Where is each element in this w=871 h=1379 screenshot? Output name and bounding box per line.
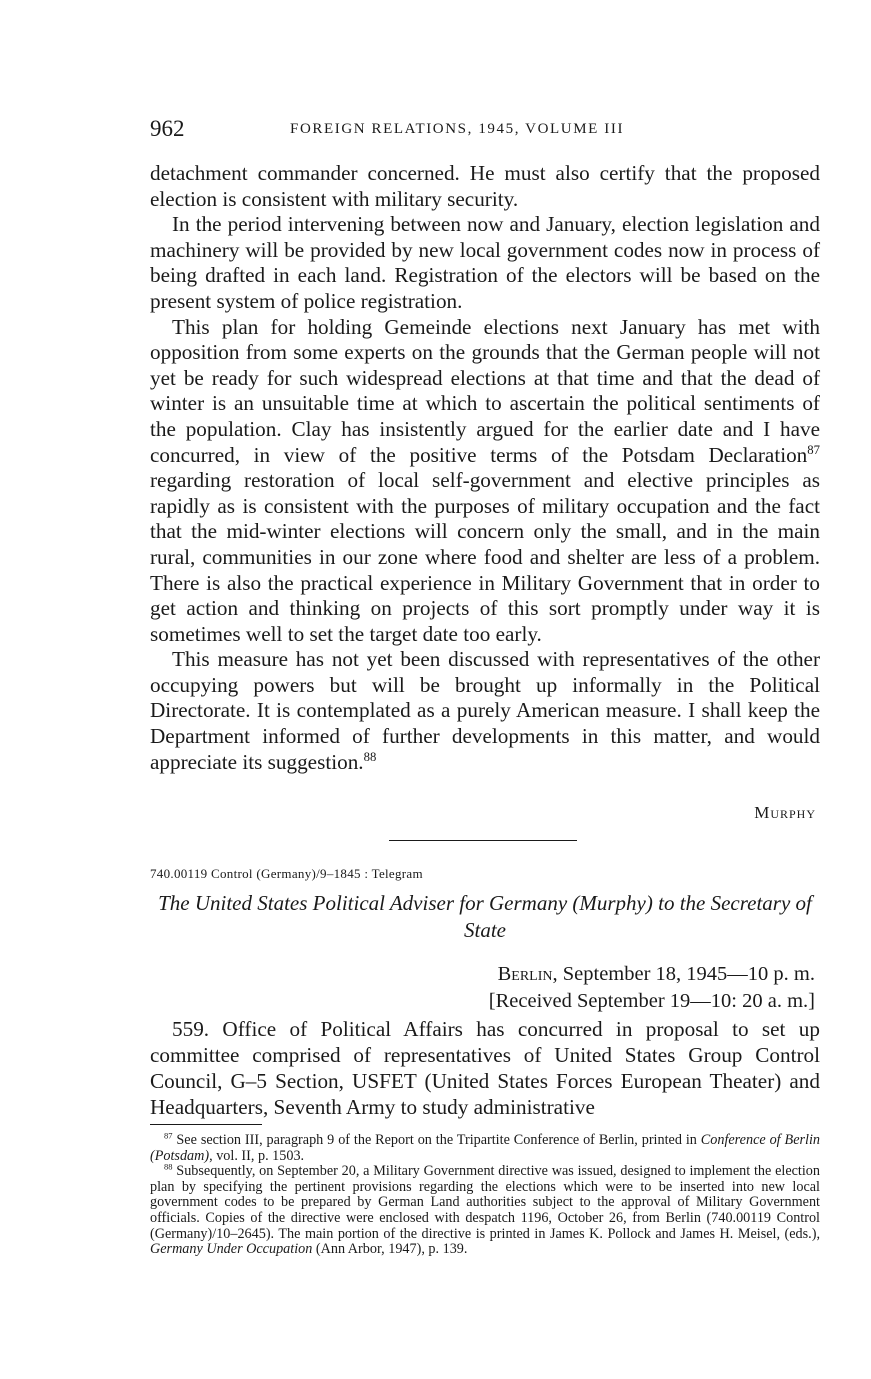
footnote-87 <box>150 1130 820 1164</box>
footnote-87-title: Conference of Berlin (Potsdam) <box>150 1132 820 1164</box>
paragraph-3 <box>150 315 820 648</box>
dateline-date: , September 18, 1945—10 p. m. <box>552 963 815 985</box>
document-title: The United States Political Adviser for Germany (Murphy) to the Secretary of State <box>158 891 812 942</box>
footnote-88-number: 88 <box>164 1161 173 1172</box>
paragraph-3-text-a: This plan for holding Gemeinde elections next January has met with opposition from some experts on the grounds that the German people will not yet be ready for such widespread elections at that time and that the dead of winter is an unsuitable time at which to ascertain the political sentiments of the population. Clay has insistently argued for the earlier date and I have concurred, in view of the positive terms of the Potsdam Declaration <box>150 314 820 467</box>
telegram-body <box>150 1016 820 1120</box>
paragraph-4 <box>150 647 820 775</box>
paragraph-4-text: This measure has not yet been discussed with representatives of the other occupying powers but will be brought up informally in the Political Directorate. It is contemplated as a purely American measure. I shall keep the Department informed of further developments in this matter, and would appreciate its suggestion. <box>150 647 820 774</box>
footnote-ref-87: 87 <box>807 442 820 457</box>
footnotes <box>150 1130 820 1258</box>
running-title: FOREIGN RELATIONS, 1945, VOLUME III <box>290 121 625 137</box>
footnote-88-text-b: (Ann Arbor, 1947), p. 139. <box>312 1241 468 1258</box>
paragraph-1: detachment commander concerned. He must also certify that the proposed election is consistent with military security. <box>150 161 820 211</box>
dateline <box>489 961 815 1015</box>
footnote-87-number: 87 <box>164 1130 173 1141</box>
dateline-sent <box>489 961 815 988</box>
body-text <box>150 161 820 775</box>
telegram-paragraph-1: 559. Office of Political Affairs has concurred in proposal to set up committee comprised of representatives of United States Group Control Council, G–5 Section, USFET (United States Forces European Theater) and Headquarters, Seventh Army to study administrative <box>150 1017 820 1119</box>
signature: Murphy <box>754 803 816 822</box>
footnote-87-text-a: See section III, paragraph 9 of the Report on the Tripartite Conference of Berlin, printed in <box>172 1132 701 1148</box>
footnote-88-title: Germany Under Occupation <box>150 1241 313 1258</box>
footnote-divider <box>150 1124 262 1125</box>
dateline-city: Berlin <box>497 963 553 985</box>
footnote-ref-88: 88 <box>363 749 377 764</box>
dateline-received: [Received September 19—10: 20 a. m.] <box>488 990 815 1012</box>
footnote-88 <box>150 1161 820 1258</box>
section-divider <box>389 840 577 841</box>
page-number: 962 <box>150 116 185 141</box>
page-header <box>150 116 820 146</box>
footnote-87-text-b: , vol. II, p. 1503. <box>209 1147 305 1164</box>
paragraph-2: In the period intervening between now and January, election legislation and machinery will be provided by new local government codes now in process of being drafted in each land. Registration of the electors will be based on the present system of police registration. <box>150 212 820 313</box>
paragraph-3-text-b: regarding restoration of local self-government and elective principles as rapidly as is consistent with the purposes of military occupation and the fact that the mid-winter elections will concern only the small, and in the main rural, communities in our zone where food and shelter are less of a problem. There is also the practical experience in Military Government that in order to get action and thinking on projects of this sort promptly under way it is sometimes well to set the target date too early. <box>150 468 820 646</box>
file-reference: 740.00119 Control (Germany)/9–1845 : Telegram <box>150 866 423 881</box>
footnote-88-text-a: Subsequently, on September 20, a Military Government directive was issued, designed to implement the election plan by specifying the pertinent provisions regarding the elections which were to be inserted into new local government codes to be prepared by German Land authorities subject to the approval of Military Government officials. Copies of the directive were enclosed with despatch 1196, October 26, from Berlin (740.00119 Control (Germany)/10–2645). The main portion of the directive is printed in James K. Pollock and James H. Meisel, (eds.), <box>150 1163 820 1242</box>
